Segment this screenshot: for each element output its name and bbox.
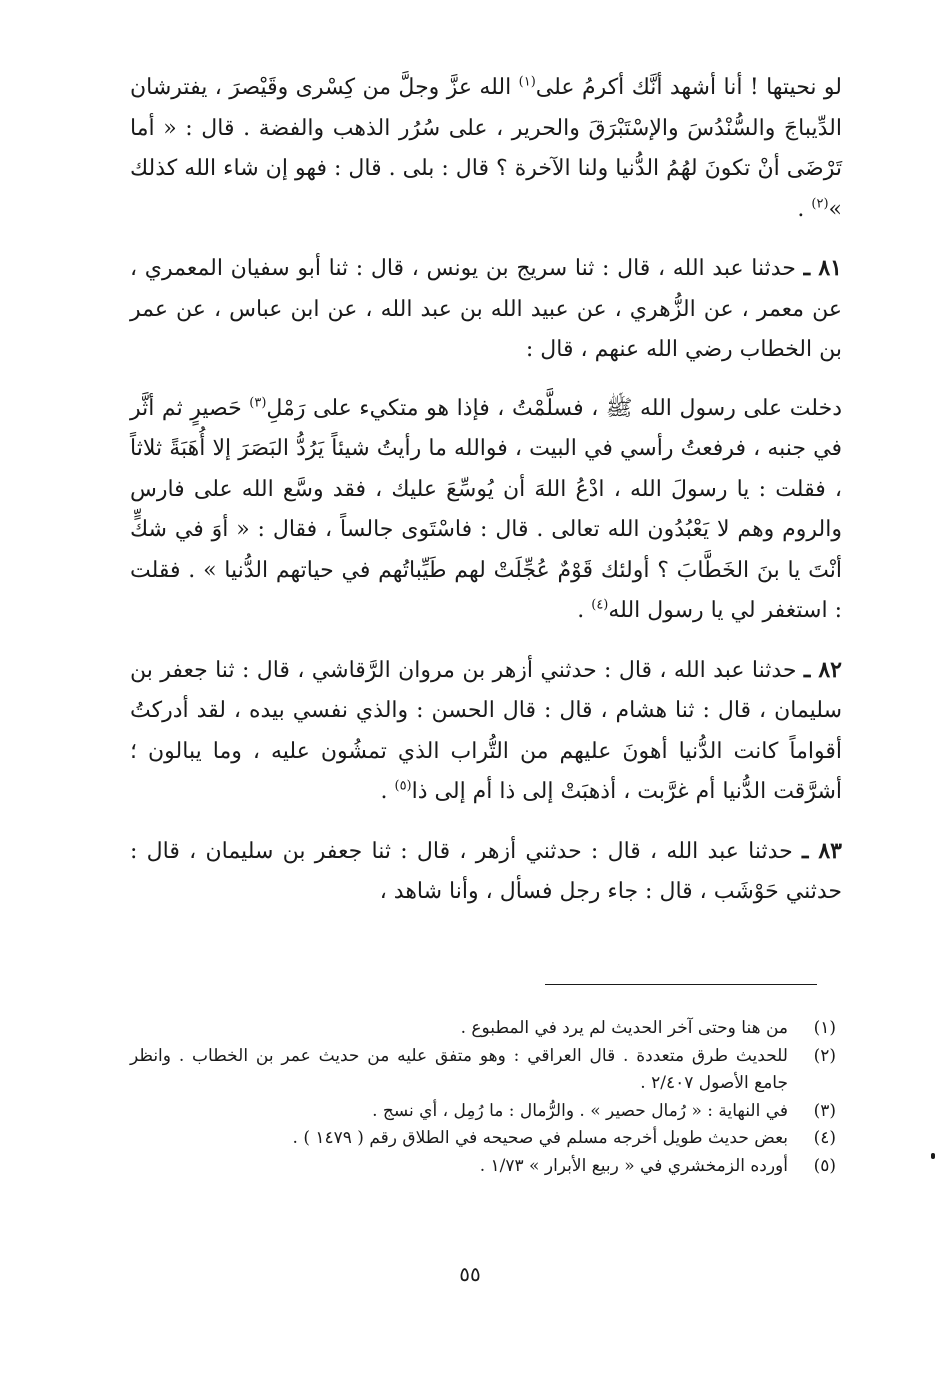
footnote-item <box>130 1043 842 1098</box>
footnote-text: للحديث طرق متعددة . قال العراقي : وهو متفق عليه من حديث عمر بن الخطاب . وانظر جامع الأصول ٢/٤٠٧ . <box>130 1045 788 1093</box>
page-number: ٥٥ <box>459 1262 481 1286</box>
hadith-81-body <box>130 389 842 632</box>
text-run: . <box>577 598 592 623</box>
text-run: حدثنا عبد الله ، قال : حدثني أزهر بن مروان الرَّقاشي ، قال : ثنا جعفر بن سليمان ، قال : ثنا هشام ، قال : قال الحسن : والذي نفسي بيده ، لقد أدركتُ أقواماً كانت الدُّنيا أهونَ عليهم من التُّراب الذي تمشُون عليه ، وما يبالون ؛ أشرَّقت الدُّنيا أم غرَّبت ، أذهبَتْ إلى ذا أم إلى ذا <box>130 657 842 804</box>
main-text <box>130 68 842 913</box>
footnote-text: أورده الزمخشري في « ربيع الأبرار » ١/٧٣ . <box>479 1155 788 1176</box>
footnote-number: (٥) <box>813 1155 836 1176</box>
footnote-text: في النهاية : « رُمال حصير » . والرُّمال : ما رُمِل ، أي نسج . <box>372 1100 788 1121</box>
footnote-ref[interactable]: (٤) <box>591 597 609 613</box>
hadith-81 <box>130 248 842 371</box>
footnote-item <box>130 1125 842 1153</box>
footnote-item <box>130 1098 842 1126</box>
page-body <box>130 68 842 913</box>
hadith-83 <box>130 831 842 913</box>
footnote-item <box>130 1015 842 1043</box>
footnote-text: بعض حديث طويل أخرجه مسلم في صحيحه في الطلاق رقم ( ١٤٧٩ ) . <box>292 1128 788 1148</box>
text-run: . <box>797 196 812 222</box>
footnote-item <box>130 1153 842 1181</box>
footnote-number: (٤) <box>813 1128 836 1148</box>
hadith-82 <box>130 650 842 813</box>
footnote-ref[interactable]: (١) <box>518 74 536 90</box>
footnote-number: (١) <box>813 1018 836 1038</box>
text-run: دخلت على رسول الله ﷺ ، فسلَّمْتُ ، فإذا هو متكيء على رَمْلِ <box>266 395 842 421</box>
hadith-number: ٨٣ ـ <box>801 837 842 864</box>
hadith-number: ٨٢ ـ <box>803 656 842 683</box>
hadith-number: ٨١ ـ <box>803 255 842 281</box>
text-run: حَصيرٍ ثم أثَّر في جنبه ، فرفعتُ رأسي في البيت ، فوالله ما رأيتُ شيئاً يَرُدُّ البَصَرَ إلا أُهَبَةً ثلاثاً ، فقلت : يا رسولَ الله ، ادْعُ اللهَ أن يُوسِّعَ عليك ، فقد وسَّع الله على فارس والروم وهم لا يَعْبُدُون الله تعالى . قال : فاسْتَوى جالساً ، فقال : « أوَ في شكٍّ أنْتَ يا بنَ الخَطَّابَ ؟ أولئك قَوْمٌ عُجِّلَتْ لهم طَيِّباتُهم في حياتهم الدُّنيا » . فقلت : استغفر لي يا رسول الله <box>130 395 842 623</box>
text-run: الله عزَّ وجلَّ من كِسْرى وقَيْصرَ ، يفترشان الدِّيباجَ والسُّنْدُسَ والإسْتَبْرَقَ والحرير ، على سُرُر الذهب والفضة . قال : « أما تَرْضَى أنْ تكونَ لهُمُ الدُّنيا ولنا الآخرة ؟ قال : بلى . قال : فهو إن شاء الله كذلك » <box>130 75 842 222</box>
text-run: حدثنا عبد الله ، قال : حدثني أزهر ، قال : ثنا جعفر بن سليمان ، قال : حدثني حَوْشَب ، قال : جاء رجل فسأل ، وأنا شاهد ، <box>130 838 842 904</box>
scan-edge-mark <box>931 1153 935 1159</box>
footnote-ref[interactable]: (٥) <box>394 778 412 794</box>
text-run: حدثنا عبد الله ، قال : ثنا سريج بن يونس ، قال : ثنا أبو سفيان المعمري ، عن معمر ، عن الزُّهري ، عن عبيد الله بن عبد الله ، عن ابن عباس ، عن عمر بن الخطاب رضي الله عنهم ، قال : <box>130 256 842 362</box>
footnote-text: من هنا وحتى آخر الحديث لم يرد في المطبوع . <box>460 1018 788 1038</box>
text-run: . <box>380 779 395 804</box>
text-run: لو نحيتها ! أنا أشهد أنَّك أكرمُ على <box>535 75 842 100</box>
footnote-number: (٣) <box>813 1100 836 1121</box>
footnote-ref[interactable]: (٢) <box>811 196 829 212</box>
paragraph-continuation <box>130 68 842 230</box>
footnotes-list <box>130 1015 842 1180</box>
footnote-ref[interactable]: (٣) <box>249 395 267 411</box>
footnote-number: (٢) <box>813 1045 836 1066</box>
footnote-separator <box>545 984 817 985</box>
